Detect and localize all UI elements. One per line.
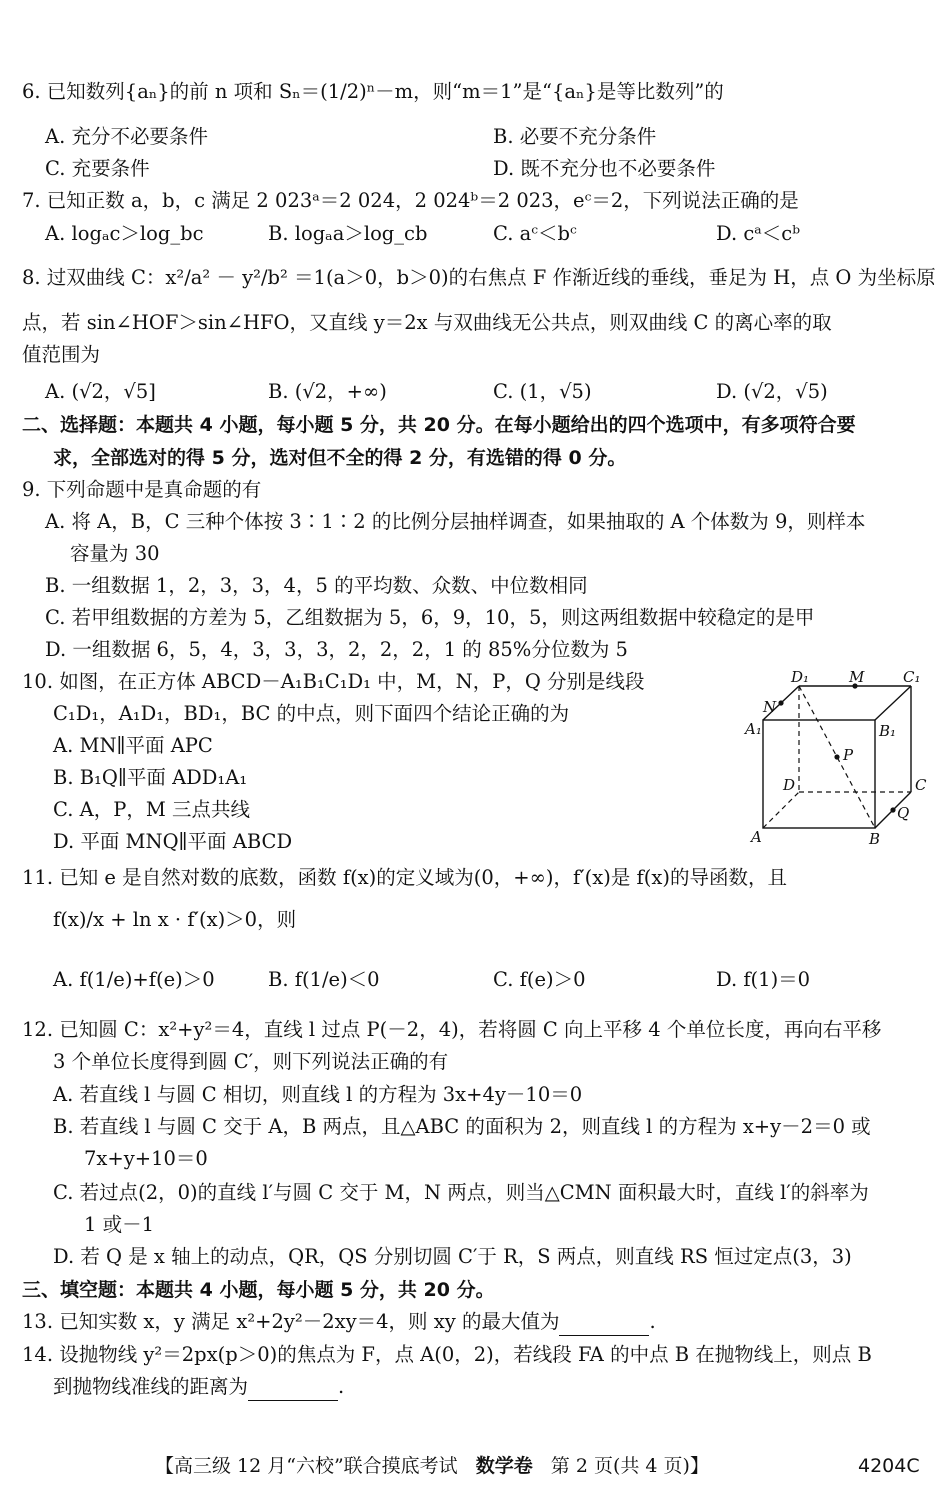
q9-option-c: C. 若甲组数据的方差为 5，乙组数据为 5，6，9，10，5，则这两组数据中较稳定的是甲	[45, 606, 815, 629]
q8-option-a: A. (√2，√5]	[45, 380, 156, 403]
section-3-heading: 三、填空题：本题共 4 小题，每小题 5 分，共 20 分。	[22, 1279, 495, 1301]
q6-option-a: A. 充分不必要条件	[45, 125, 208, 148]
footer-subject: 数学卷	[475, 1455, 533, 1477]
question-13-text: 13. 已知实数 x，y 满足 x²+2y²－2xy＝4，则 xy 的最大值为	[22, 1310, 560, 1333]
label-d: D	[783, 776, 796, 794]
label-n: N	[763, 698, 777, 716]
q7-option-b: B. logₐa＞log_cb	[268, 222, 428, 245]
q9-option-b: B. 一组数据 1，2，3，3，4，5 的平均数、众数、中位数相同	[45, 574, 588, 597]
q12-option-d: D. 若 Q 是 x 轴上的动点，QR，QS 分别切圆 C′于 R，S 两点，则直线 RS 恒过定点(3，3)	[53, 1245, 852, 1268]
point-n	[778, 700, 783, 705]
cube-figure	[735, 668, 935, 850]
label-c1: C₁	[903, 668, 921, 686]
question-11-line1: 11. 已知 e 是自然对数的底数，函数 f(x)的定义域为(0，+∞)，f′(x)是 f(x)的导函数，且	[22, 866, 787, 889]
label-m: M	[849, 668, 865, 686]
q11-option-d: D. f(1)＝0	[716, 968, 811, 991]
q9-option-a: A. 将 A，B，C 三种个体按 3∶1∶2 的比例分层抽样调查，如果抽取的 A 个体数为 9，则样本	[45, 510, 866, 533]
q12-option-c: C. 若过点(2，0)的直线 l′与圆 C 交于 M，N 两点，则当△CMN 面积最大时，直线 l′的斜率为	[53, 1181, 869, 1204]
footer-code: 4204C	[858, 1455, 920, 1477]
q7-option-d: D. cᵃ＜cᵇ	[716, 222, 800, 245]
q12-option-c-cont: 1 或－1	[84, 1213, 155, 1236]
q6-option-d: D. 既不充分也不必要条件	[493, 157, 716, 180]
q11-option-b: B. f(1/e)＜0	[268, 968, 380, 991]
question-8-line2: 点，若 sin∠HOF＞sin∠HFO，又直线 y＝2x 与双曲线无公共点，则双曲线 C 的离心率的取	[22, 311, 832, 334]
question-10-line1: 10. 如图，在正方体 ABCD－A₁B₁C₁D₁ 中，M，N，P，Q 分别是线段	[22, 670, 645, 693]
q12-option-b: B. 若直线 l 与圆 C 交于 A，B 两点，且△ABC 的面积为 2，则直线 l 的方程为 x+y－2＝0 或	[53, 1115, 871, 1138]
question-12-line1: 12. 已知圆 C：x²+y²＝4，直线 l 过点 P(－2，4)，若将圆 C 向上平移 4 个单位长度，再向右平移	[22, 1018, 882, 1041]
q11-option-c: C. f(e)＞0	[493, 968, 586, 991]
question-9-stem: 9. 下列命题中是真命题的有	[22, 478, 262, 501]
question-13	[22, 1308, 656, 1336]
point-q	[890, 807, 895, 812]
q8-option-b: B. (√2，+∞)	[268, 380, 387, 403]
label-c: C	[915, 776, 927, 794]
answer-blank-14[interactable]	[248, 1380, 338, 1401]
q12-option-b-cont: 7x+y+10＝0	[84, 1147, 208, 1170]
point-p	[834, 754, 839, 759]
q7-option-c: C. aᶜ＜bᶜ	[493, 222, 577, 245]
q10-option-a: A. MN∥平面 APC	[53, 734, 213, 757]
question-7-stem: 7. 已知正数 a，b，c 满足 2 023ᵃ＝2 024，2 024ᵇ＝2 023，eᶜ＝2，下列说法正确的是	[22, 189, 799, 212]
label-q: Q	[897, 804, 910, 822]
q6-option-b: B. 必要不充分条件	[493, 125, 657, 148]
question-14-line1: 14. 设抛物线 y²＝2px(p＞0)的焦点为 F，点 A(0，2)，若线段 FA 的中点 B 在抛物线上，则点 B	[22, 1343, 872, 1366]
q6-option-c: C. 充要条件	[45, 157, 150, 180]
question-13-end: .	[649, 1310, 656, 1333]
label-a: A	[751, 828, 762, 846]
q9-option-a-cont: 容量为 30	[70, 542, 160, 565]
q9-option-d: D. 一组数据 6，5，4，3，3，3，2，2，2，1 的 85%分位数为 5	[45, 638, 628, 661]
section-2-heading: 二、选择题：本题共 4 小题，每小题 5 分，共 20 分。在每小题给出的四个选项中，有多项符合要	[22, 414, 856, 436]
label-d1: D₁	[791, 668, 810, 686]
q10-option-b: B. B₁Q∥平面 ADD₁A₁	[53, 766, 248, 789]
question-6-stem: 6. 已知数列{aₙ}的前 n 项和 Sₙ＝(1/2)ⁿ－m，则“m＝1”是“{aₙ}是等比数列”的	[22, 80, 724, 103]
label-b1: B₁	[879, 722, 897, 740]
label-p: P	[843, 746, 854, 764]
q8-option-c: C. (1，√5)	[493, 380, 592, 403]
footer-exam-name: 【高三级 12 月“六校”联合摸底考试	[155, 1455, 458, 1477]
section-2-heading-cont: 求，全部选对的得 5 分，选对但不全的得 2 分，有选错的得 0 分。	[53, 447, 627, 469]
q8-option-d: D. (√2，√5)	[716, 380, 828, 403]
q10-option-d: D. 平面 MNQ∥平面 ABCD	[53, 830, 293, 853]
q7-option-a: A. logₐc＞log_bc	[45, 222, 204, 245]
question-14-end: .	[338, 1375, 345, 1398]
question-8-line3: 值范围为	[22, 343, 101, 366]
page-footer	[155, 1452, 709, 1480]
question-11-line2: f(x)/x + ln x · f′(x)＞0，则	[53, 908, 297, 931]
question-14-line2	[53, 1373, 344, 1401]
q12-option-a: A. 若直线 l 与圆 C 相切，则直线 l 的方程为 3x+4y－10＝0	[53, 1083, 583, 1106]
question-10-line2: C₁D₁，A₁D₁，BD₁，BC 的中点，则下面四个结论正确的为	[53, 702, 570, 725]
label-b: B	[869, 830, 881, 848]
question-8-line1: 8. 过双曲线 C：x²/a² － y²/b² ＝1(a＞0，b＞0)的右焦点 F 作渐近线的垂线，垂足为 H，点 O 为坐标原	[22, 266, 936, 289]
label-a1: A₁	[745, 720, 762, 738]
q11-option-a: A. f(1/e)+f(e)＞0	[53, 968, 215, 991]
q10-option-c: C. A，P，M 三点共线	[53, 798, 250, 821]
footer-page-number: 第 2 页(共 4 页)】	[550, 1455, 709, 1477]
question-14-text: 到抛物线准线的距离为	[53, 1375, 249, 1398]
answer-blank-13[interactable]	[559, 1315, 649, 1336]
question-12-line2: 3 个单位长度得到圆 C′，则下列说法正确的有	[53, 1050, 449, 1073]
